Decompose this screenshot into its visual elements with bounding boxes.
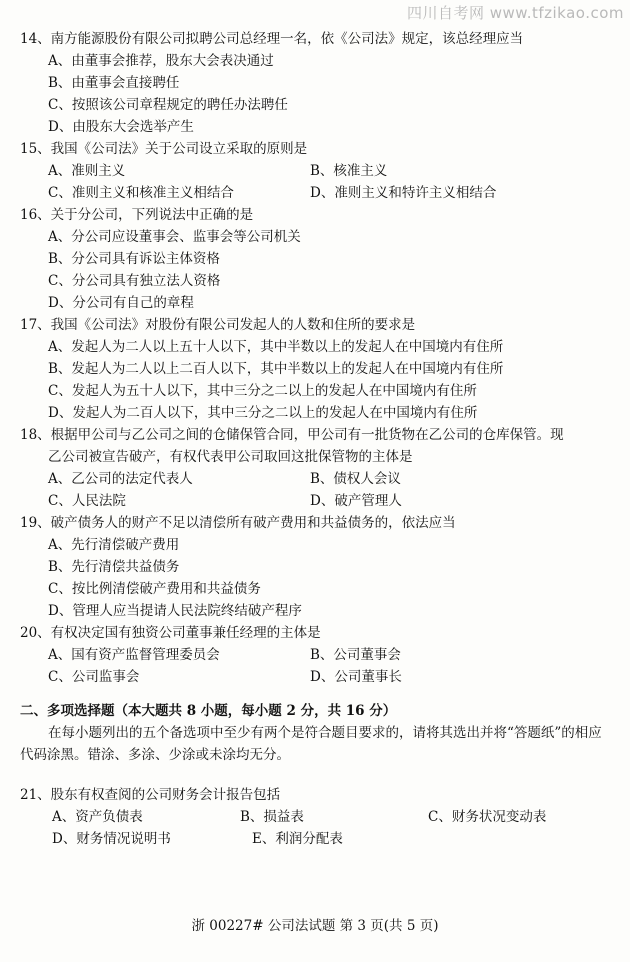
option-b: B、由董事会直接聘任 [48, 75, 180, 91]
option-c: C、财务状况变动表 [428, 809, 547, 825]
option-a: A、由董事会推荐，股东大会表决通过 [48, 53, 274, 69]
option-a: A、乙公司的法定代表人 [48, 471, 193, 487]
question-stem: 15、我国《公司法》关于公司设立采取的原则是 [20, 141, 308, 157]
question-stem-continued: 乙公司被宣告破产，有权代表甲公司取回这批保管物的主体是 [48, 449, 413, 465]
question-21 [20, 784, 616, 850]
option-c: C、人民法院 [48, 493, 126, 509]
page-footer: 浙 00227# 公司法试题 第 3 页(共 5 页) [191, 918, 439, 934]
option-a: A、资产负债表 [52, 809, 143, 825]
option-c: C、公司监事会 [48, 669, 140, 685]
option-e: E、利润分配表 [252, 831, 343, 847]
section-title: 二、多项选择题（本大题共 8 小题，每小题 2 分，共 16 分） [20, 703, 397, 719]
question-18 [20, 424, 616, 512]
question-20 [20, 622, 616, 688]
option-b: B、先行清偿共益债务 [48, 559, 180, 575]
option-c: C、发起人为五十人以下，其中三分之二以上的发起人在中国境内有住所 [48, 383, 477, 399]
question-stem: 16、关于分公司，下列说法中正确的是 [20, 207, 254, 223]
option-d: D、准则主义和特许主义相结合 [310, 185, 497, 201]
option-c: C、按比例清偿破产费用和共益债务 [48, 581, 261, 597]
question-19 [20, 512, 616, 622]
option-c: C、分公司具有独立法人资格 [48, 273, 221, 289]
question-17 [20, 314, 616, 424]
option-d: D、财务情况说明书 [52, 831, 171, 847]
option-a: A、发起人为二人以上五十人以下，其中半数以上的发起人在中国境内有住所 [48, 339, 504, 355]
option-a: A、国有资产监督管理委员会 [48, 647, 220, 663]
option-row [20, 828, 616, 850]
option-row [20, 806, 616, 828]
option-b: B、分公司具有诉讼主体资格 [48, 251, 220, 267]
option-d: D、发起人为二百人以下，其中三分之二以上的发起人在中国境内有住所 [48, 405, 478, 421]
question-stem: 19、破产债务人的财产不足以清偿所有破产费用和共益债务的，依法应当 [20, 515, 456, 531]
question-stem: 21、股东有权查阅的公司财务会计报告包括 [20, 787, 281, 803]
option-row [20, 182, 616, 204]
option-b: B、公司董事会 [310, 647, 401, 663]
exam-sheet [20, 28, 616, 850]
watermark: 四川自考网 www.tfzikao.com [407, 4, 624, 22]
option-b: B、核准主义 [310, 163, 388, 179]
question-16 [20, 204, 616, 314]
option-d: D、破产管理人 [310, 493, 402, 509]
option-row [20, 160, 616, 182]
option-d: D、管理人应当提请人民法院终结破产程序 [48, 603, 302, 619]
option-a: A、先行清偿破产费用 [48, 537, 180, 553]
question-stem: 14、南方能源股份有限公司拟聘公司总经理一名，依《公司法》规定，该总经理应当 [20, 31, 524, 47]
option-d: D、分公司有自己的章程 [48, 295, 194, 311]
option-b: B、债权人会议 [310, 471, 401, 487]
option-row [20, 468, 616, 490]
question-14 [20, 28, 616, 138]
option-row [20, 666, 616, 688]
option-row [20, 644, 616, 666]
option-a: A、准则主义 [48, 163, 126, 179]
option-b: B、损益表 [240, 809, 304, 825]
option-c: C、按照该公司章程规定的聘任办法聘任 [48, 97, 288, 113]
question-15 [20, 138, 616, 204]
question-stem: 17、我国《公司法》对股份有限公司发起人的人数和住所的要求是 [20, 317, 416, 333]
option-d: D、由股东大会选举产生 [48, 119, 194, 135]
option-d: D、公司董事长 [310, 669, 402, 685]
question-stem: 18、根据甲公司与乙公司之间的仓储保管合同，甲公司有一批货物在乙公司的仓库保管。现 [20, 427, 564, 443]
option-row [20, 490, 616, 512]
section-instructions: 在每小题列出的五个备选项中至少有两个是符合题目要求的，请将其选出并将“答题纸”的相应代码涂黑。错涂、多涂、少涂或未涂均无分。 [20, 725, 602, 763]
option-a: A、分公司应设董事会、监事会等公司机关 [48, 229, 301, 245]
option-c: C、准则主义和核准主义相结合 [48, 185, 234, 201]
question-stem: 20、有权决定国有独资公司董事兼任经理的主体是 [20, 625, 321, 641]
option-b: B、发起人为二人以上二百人以下，其中半数以上的发起人在中国境内有住所 [48, 361, 504, 377]
